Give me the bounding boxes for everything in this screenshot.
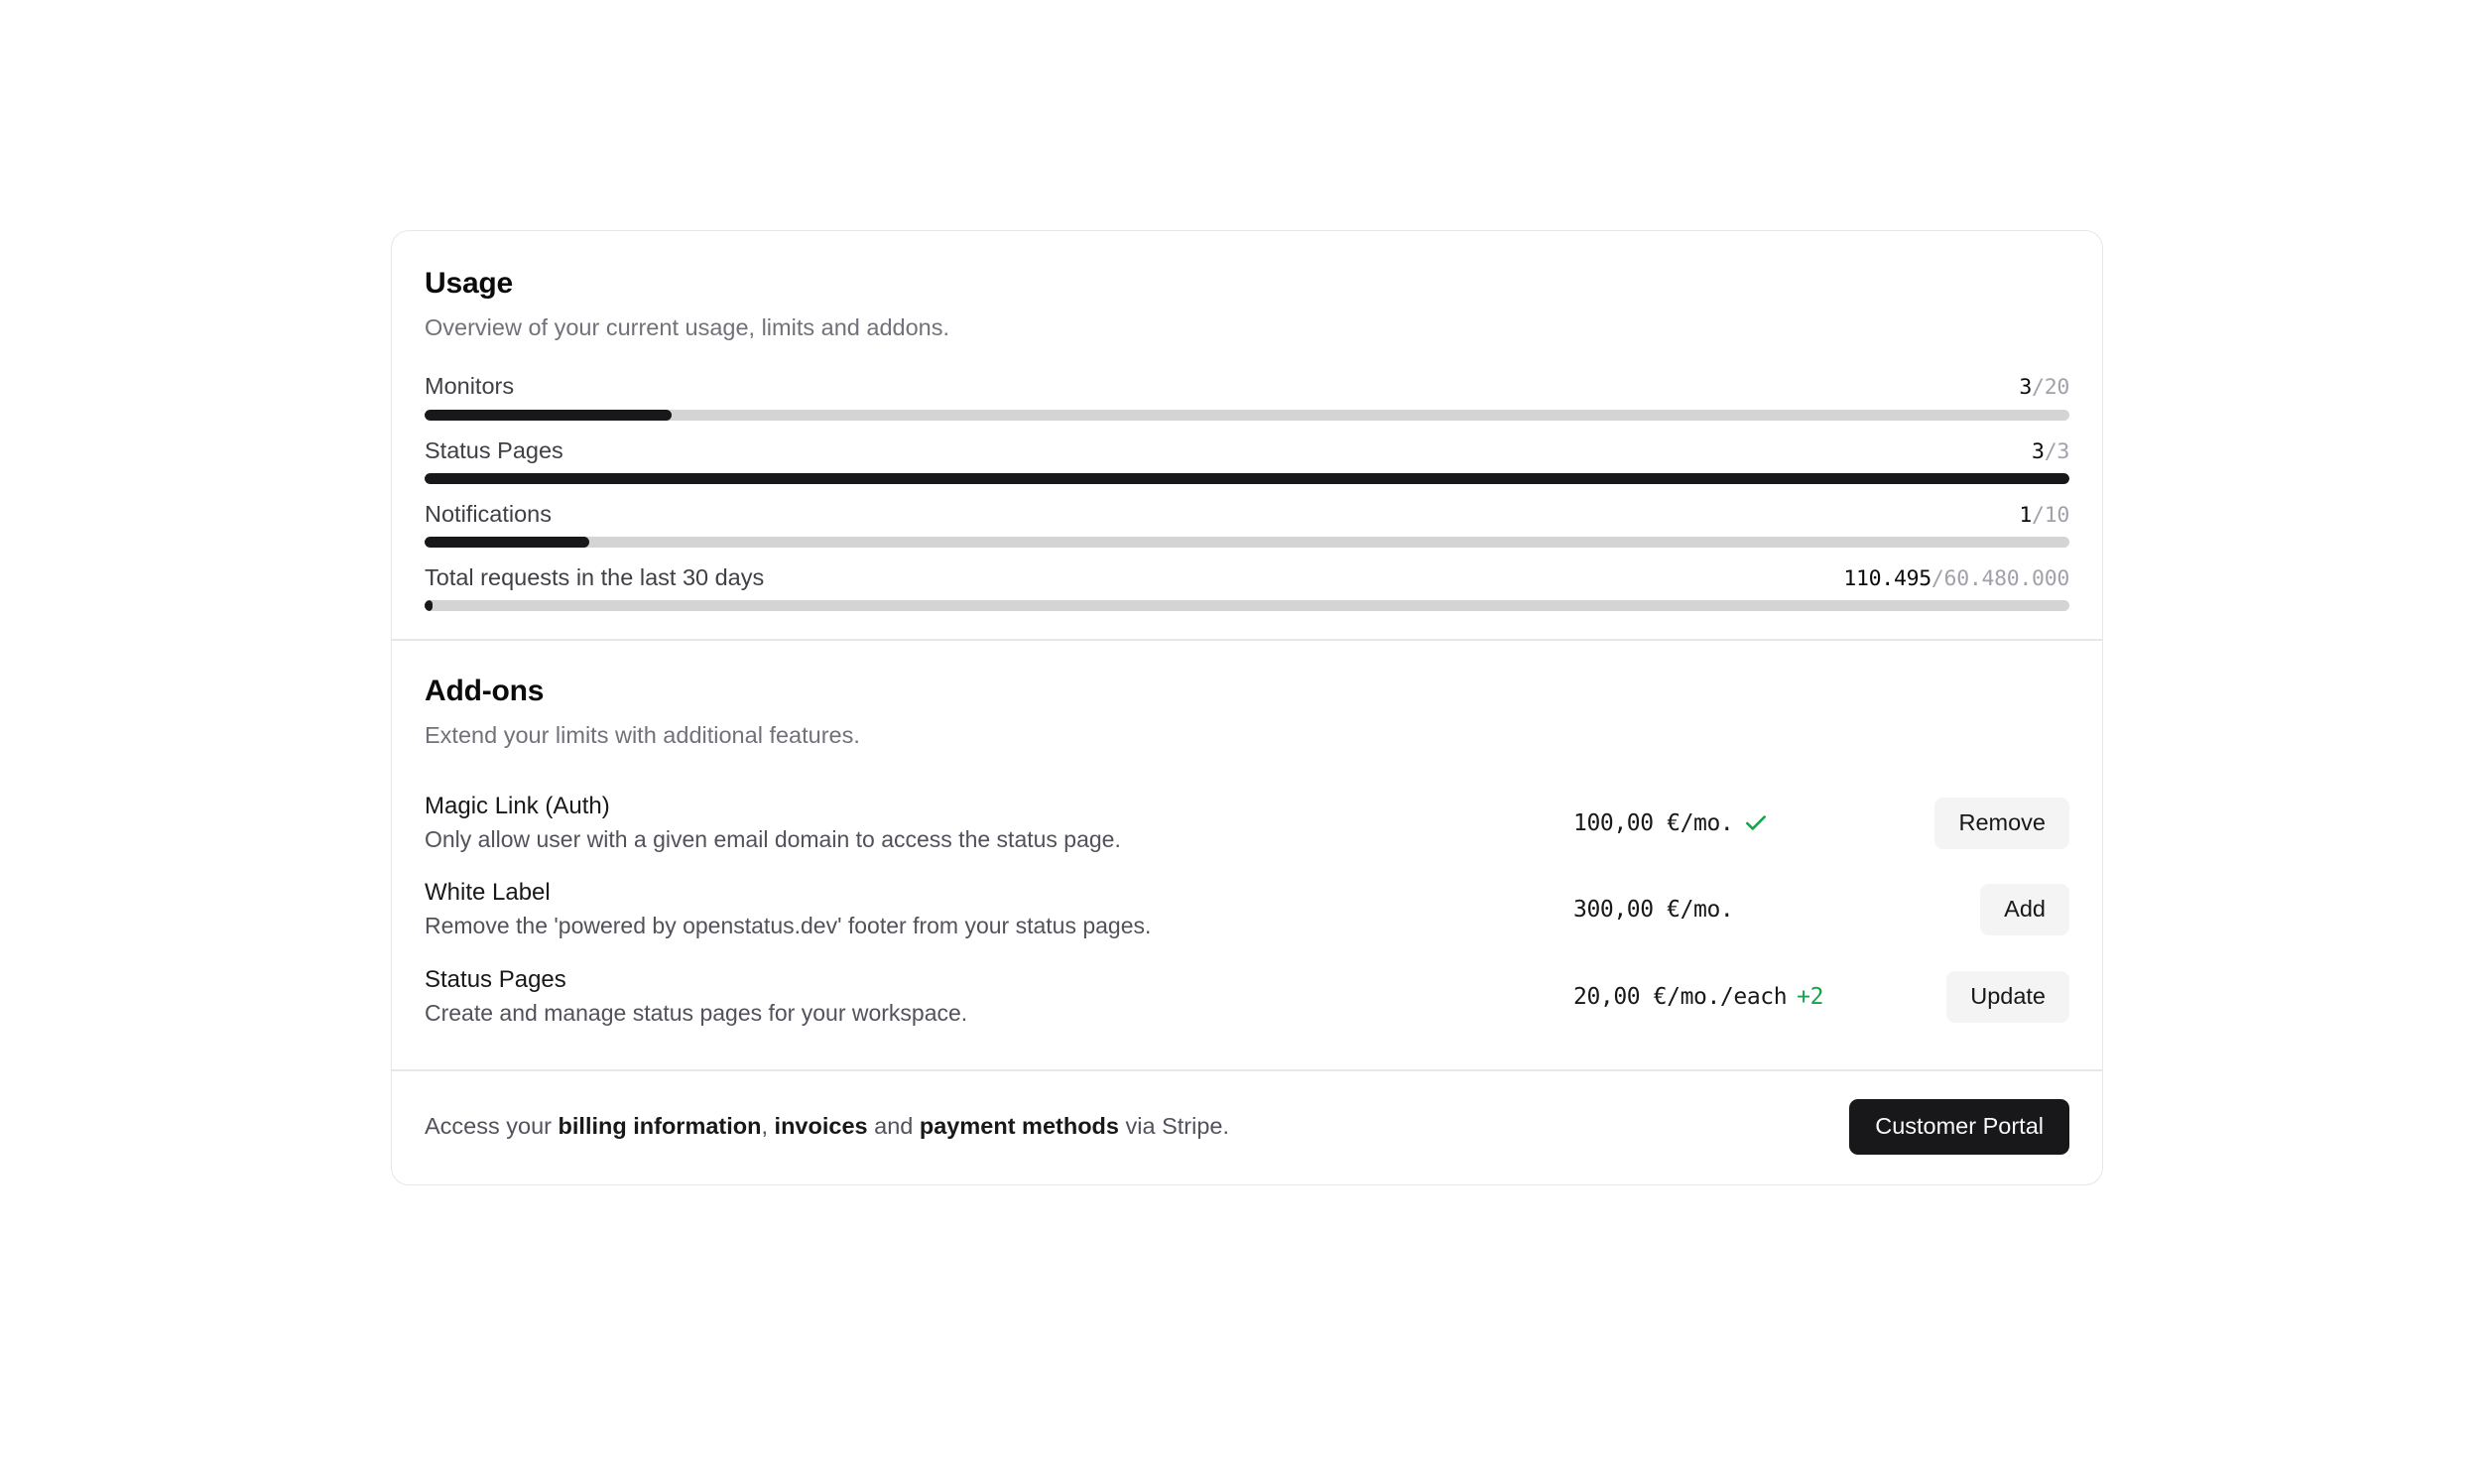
- addons-title: Add-ons: [425, 674, 545, 707]
- addon-price: [1573, 984, 1901, 1010]
- usage-title: Usage: [425, 267, 514, 300]
- addon-price: [1573, 810, 1901, 836]
- usage-progress-fill: [425, 600, 433, 611]
- addon-extra-count: +2: [1797, 983, 1824, 1010]
- billing-information-link[interactable]: billing information: [558, 1113, 762, 1140]
- addon-name: White Label: [425, 879, 551, 907]
- usage-limit: 10: [2044, 502, 2069, 528]
- usage-progress-bar: [425, 410, 2069, 421]
- usage-row-status-pages: [425, 436, 2069, 484]
- update-addon-button[interactable]: Update: [1946, 971, 2069, 1023]
- usage-used: 3: [2019, 375, 2033, 401]
- usage-row-header: [425, 372, 2069, 400]
- add-addon-button[interactable]: Add: [1980, 884, 2069, 935]
- usage-separator: /: [2044, 438, 2057, 464]
- usage-progress-bar: [425, 600, 2069, 611]
- usage-used: 3: [2032, 438, 2045, 464]
- billing-usage-card: [391, 230, 2103, 1185]
- usage-section: [392, 231, 2102, 639]
- payment-methods-link[interactable]: payment methods: [919, 1113, 1119, 1140]
- customer-portal-button[interactable]: Customer Portal: [1849, 1099, 2069, 1155]
- addon-price: [1573, 897, 1901, 923]
- usage-progress-fill: [425, 473, 2069, 484]
- usage-row-notifications: [425, 500, 2069, 548]
- usage-progress-bar: [425, 537, 2069, 548]
- usage-subtitle: Overview of your current usage, limits and addons.: [425, 314, 950, 340]
- usage-row-value: [2019, 375, 2069, 400]
- card-footer: [392, 1071, 2102, 1184]
- invoices-link[interactable]: invoices: [774, 1113, 868, 1140]
- footer-text-part-1: Access your: [425, 1113, 559, 1140]
- addon-row-magic-link: [425, 780, 2069, 866]
- addon-info: [425, 965, 1573, 1028]
- addon-info: [425, 878, 1573, 940]
- addon-price-value: 300,00 €/mo.: [1573, 897, 1734, 924]
- remove-addon-button[interactable]: Remove: [1934, 798, 2069, 849]
- addon-row-white-label: [425, 866, 2069, 952]
- usage-row-total-requests: [425, 563, 2069, 611]
- footer-text: [425, 1111, 1229, 1142]
- addon-name: Status Pages: [425, 965, 566, 993]
- addon-description: Only allow user with a given email domain to access the status page.: [425, 826, 1121, 852]
- usage-progress-bar: [425, 473, 2069, 484]
- addon-name: Magic Link (Auth): [425, 793, 610, 819]
- usage-separator: /: [2032, 375, 2045, 401]
- usage-separator: /: [2032, 502, 2045, 528]
- usage-row-label: Monitors: [425, 373, 515, 400]
- addon-price-value: 100,00 €/mo.: [1573, 809, 1734, 836]
- usage-used: 110.495: [1843, 565, 1931, 591]
- usage-row-header: [425, 563, 2069, 591]
- usage-separator: /: [1931, 565, 1944, 591]
- usage-row-value: [2019, 503, 2069, 528]
- usage-row-value: [2032, 439, 2069, 464]
- footer-text-part-2: ,: [761, 1113, 775, 1140]
- footer-text-part-3: and: [867, 1113, 920, 1140]
- addon-row-status-pages: [425, 953, 2069, 1040]
- usage-progress-fill: [425, 410, 672, 421]
- check-icon: [1743, 810, 1769, 836]
- usage-progress-fill: [425, 537, 589, 548]
- addon-description: Remove the 'powered by openstatus.dev' footer from your status pages.: [425, 913, 1152, 939]
- addon-price-value: 20,00 €/mo./each: [1573, 983, 1788, 1010]
- usage-row-header: [425, 500, 2069, 528]
- usage-row-value: [1843, 566, 2069, 591]
- usage-row-label: Notifications: [425, 500, 552, 527]
- addon-action: [1901, 798, 2069, 849]
- addon-action: [1901, 971, 2069, 1023]
- usage-row-monitors: [425, 372, 2069, 420]
- usage-used: 1: [2019, 502, 2033, 528]
- usage-limit: 20: [2044, 375, 2069, 401]
- usage-row-header: [425, 436, 2069, 464]
- footer-text-part-4: via Stripe.: [1118, 1113, 1229, 1140]
- usage-row-label: Total requests in the last 30 days: [425, 563, 765, 590]
- usage-limit: 60.480.000: [1943, 565, 2069, 591]
- addons-section: [392, 641, 2102, 1070]
- usage-row-label: Status Pages: [425, 436, 563, 463]
- addons-subtitle: Extend your limits with additional features.: [425, 721, 860, 748]
- addon-action: [1901, 884, 2069, 935]
- addon-description: Create and manage status pages for your workspace.: [425, 999, 968, 1026]
- addon-info: [425, 792, 1573, 854]
- usage-limit: 3: [2056, 438, 2069, 464]
